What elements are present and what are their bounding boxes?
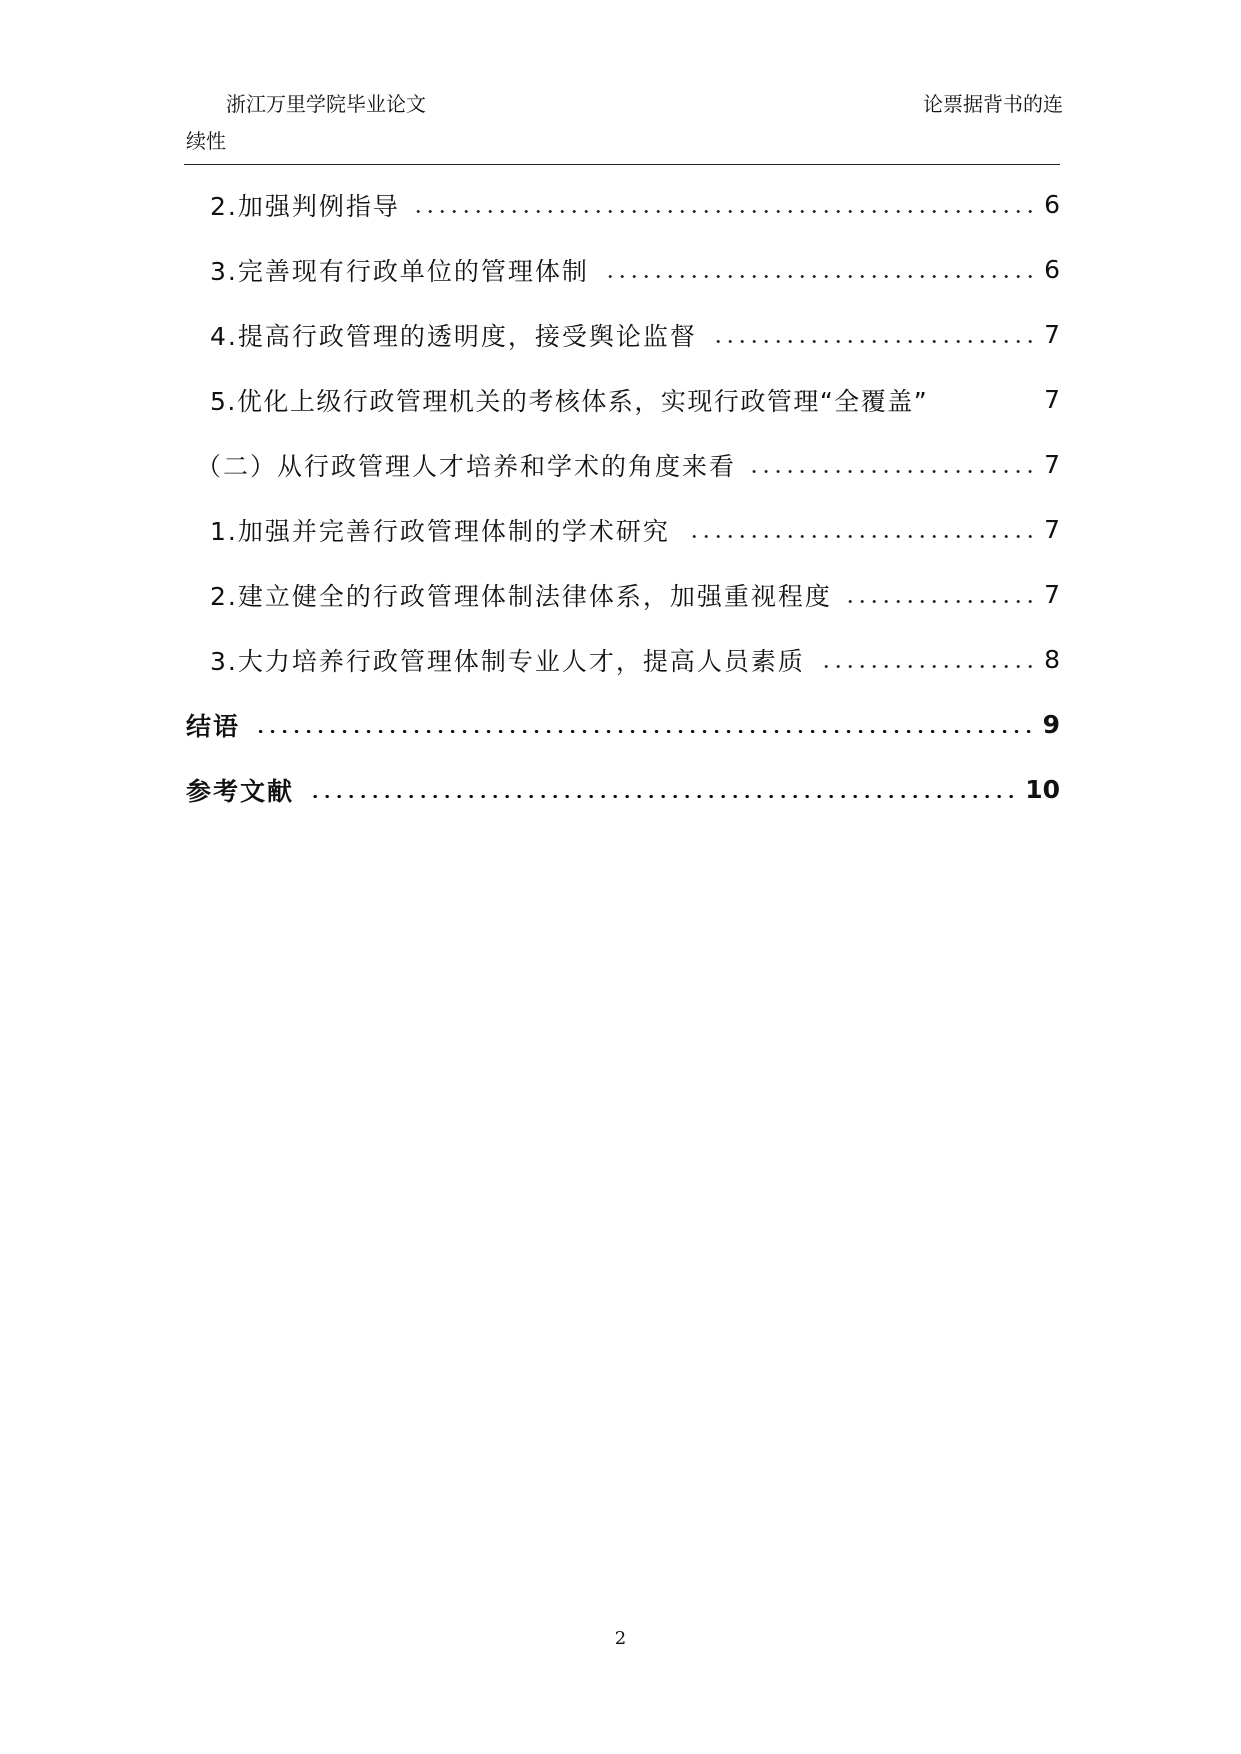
toc-entry[interactable] [186,432,1060,497]
toc-leader-dots [846,600,1036,603]
toc-leader-dots [711,340,1036,343]
toc-leader-dots [308,795,1017,798]
toc-entry[interactable] [186,757,1060,822]
toc-leader-dots [684,535,1036,538]
header-thesis-title-continued: 续性 [186,129,226,153]
toc-entry-label: 结语 [186,711,241,741]
toc-leader-dots [603,275,1036,278]
toc-entry-page: 10 [1025,775,1060,804]
toc-entry-page: 6 [1044,190,1060,219]
toc-entry-label: 3.完善现有行政单位的管理体制 [210,256,589,286]
header-rule [184,164,1060,165]
toc-entry-label: 2.建立健全的行政管理体制法律体系，加强重视程度 [210,581,832,611]
toc-entry-page: 9 [1042,710,1060,739]
toc-entry-label: 参考文献 [186,776,295,806]
toc-entry-label: 1.加强并完善行政管理体制的学术研究 [210,516,670,546]
toc-entry[interactable] [186,692,1060,757]
toc-leader-dots [254,730,1035,733]
toc-entry-page: 7 [1044,320,1060,349]
toc-entry-page: 7 [1044,450,1060,479]
toc-entry[interactable] [186,237,1060,302]
toc-entry[interactable] [186,562,1060,627]
header-school-title: 浙江万里学院毕业论文 [226,92,426,116]
toc-entry[interactable] [186,367,1060,432]
toc-entry-label: （二）从行政管理人才培养和学术的角度来看 [196,451,737,481]
toc-entry-page: 8 [1044,645,1060,674]
toc-entry-label: 4.提高行政管理的透明度，接受舆论监督 [210,321,697,351]
toc-entry[interactable] [186,302,1060,367]
toc-entry-label: 3.大力培养行政管理体制专业人才，提高人员素质 [210,646,805,676]
toc-leader-dots [819,665,1036,668]
toc-entry[interactable] [186,497,1060,562]
toc-entry-label: 5.优化上级行政管理机关的考核体系，实现行政管理“全覆盖” [210,386,929,416]
page-number: 2 [614,1628,627,1649]
toc-entry[interactable] [186,627,1060,692]
toc-entry-page: 7 [1044,580,1060,609]
header-thesis-title: 论票据背书的连 [923,92,1063,116]
table-of-contents [186,172,1060,822]
toc-entry-page: 6 [1044,255,1060,284]
toc-entry-page: 7 [1044,515,1060,544]
toc-leader-dots [750,470,1036,473]
toc-entry[interactable] [186,172,1060,237]
toc-entry-page: 7 [1044,385,1060,414]
toc-leader-dots [414,210,1036,213]
toc-entry-label: 2.加强判例指导 [210,191,400,221]
